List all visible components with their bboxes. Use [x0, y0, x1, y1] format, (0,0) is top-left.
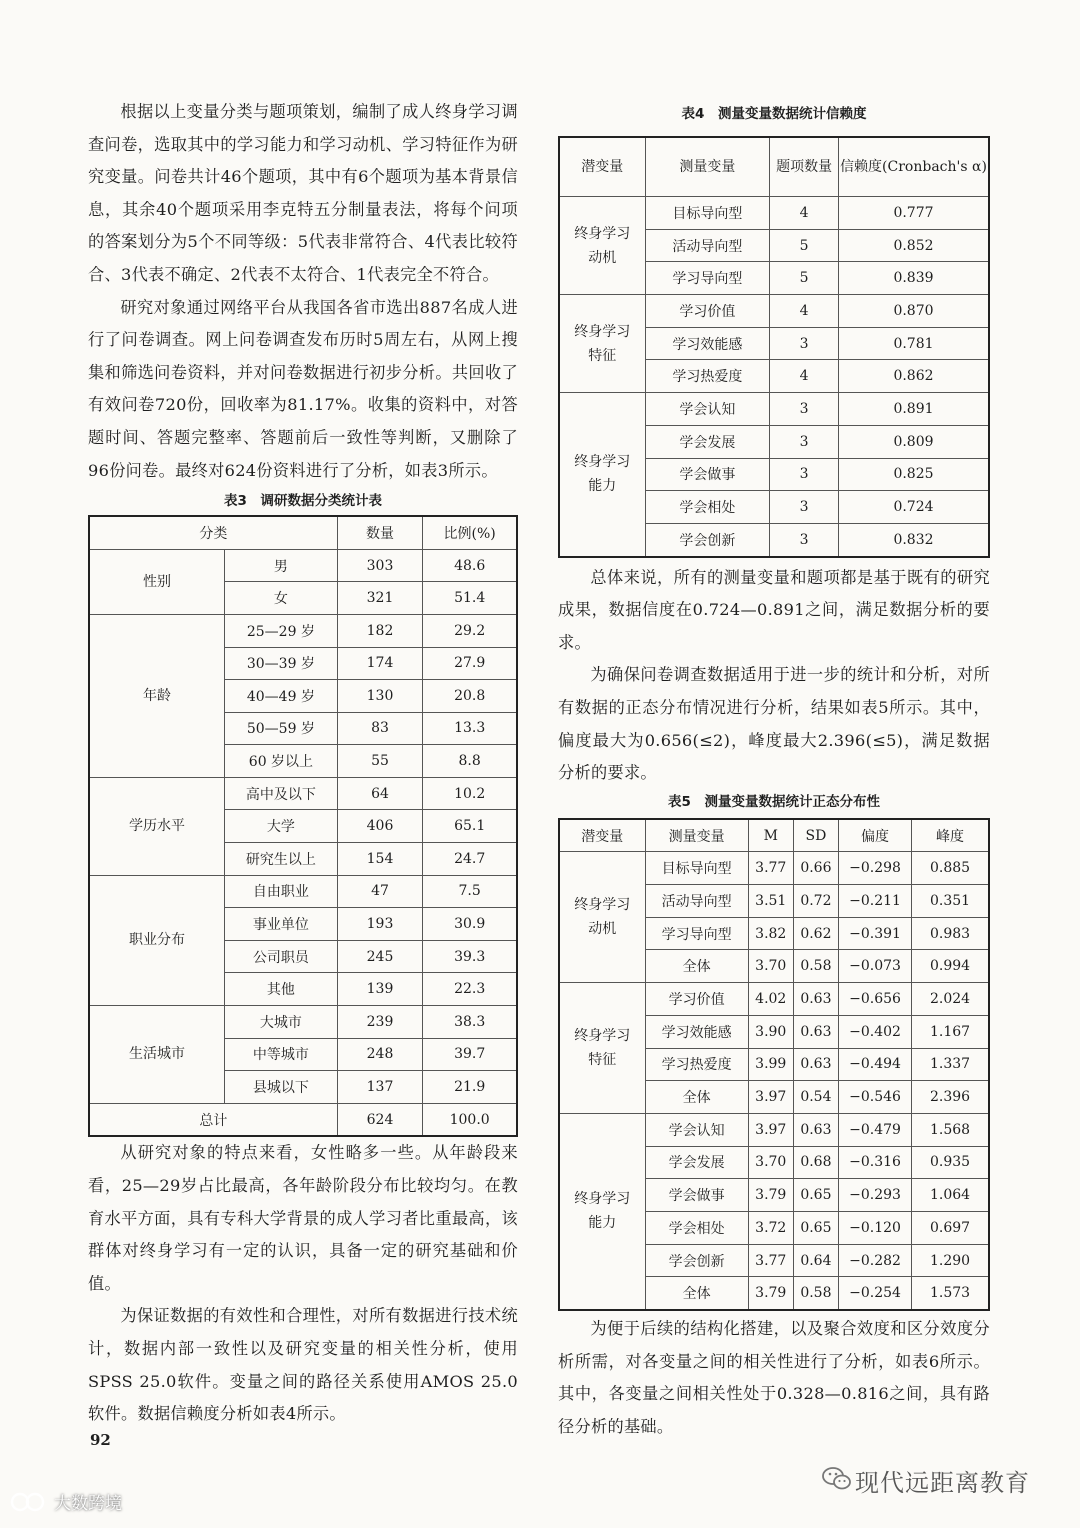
table-cell: 0.839: [838, 262, 989, 295]
table-cell: 其他: [225, 973, 338, 1006]
table-cell: 4: [770, 197, 839, 230]
table3: [88, 515, 518, 1137]
table-cell: 3.90: [748, 1015, 793, 1048]
table-cell: 303: [337, 549, 423, 582]
column-header: 信赖度(Cronbach's α): [838, 137, 989, 197]
table-cell: 0.983: [912, 917, 989, 950]
table-cell: 0.781: [838, 327, 989, 360]
table-cell: 0.809: [838, 425, 989, 458]
table-total-row: [89, 1103, 517, 1136]
table-cell: −0.120: [838, 1211, 911, 1244]
table-cell: 1.290: [912, 1244, 989, 1277]
brand-logo-icon: [10, 1490, 50, 1514]
column-header: 比例(%): [423, 516, 517, 549]
table-cell: 0.862: [838, 360, 989, 393]
table-cell: 40—49 岁: [225, 680, 338, 713]
table-cell: 182: [337, 614, 423, 647]
category-label: 学历水平: [89, 777, 225, 875]
table-cell: −0.282: [838, 1244, 911, 1277]
table5-title: 表5 测量变量数据统计正态分布性: [668, 793, 880, 810]
table-cell: 245: [337, 940, 423, 973]
corner-brand-text: 大数跨境: [54, 1494, 122, 1514]
table-cell: 3.70: [748, 1146, 793, 1179]
table-cell: −0.254: [838, 1277, 911, 1310]
table-cell: 0.65: [793, 1211, 838, 1244]
table-row: [559, 295, 989, 328]
table-cell: 0.724: [838, 491, 989, 524]
table-cell: 0.63: [793, 1113, 838, 1146]
table-cell: 3.79: [748, 1179, 793, 1212]
table-cell: 1.573: [912, 1277, 989, 1310]
table-cell: 5: [770, 262, 839, 295]
table-cell: 研究生以上: [225, 843, 338, 876]
table-cell: −0.298: [838, 852, 911, 885]
table-cell: 39.7: [423, 1038, 517, 1071]
table-cell: −0.391: [838, 917, 911, 950]
table-cell: 学会创新: [645, 523, 770, 556]
table-cell: 406: [337, 810, 423, 843]
table-cell: 大城市: [225, 1006, 338, 1039]
table-cell: 13.3: [423, 712, 517, 745]
table-cell: −0.211: [838, 885, 911, 918]
left-column: [88, 96, 518, 1431]
table-cell: −0.073: [838, 950, 911, 983]
right-column: [558, 104, 990, 1443]
table-cell: 22.3: [423, 973, 517, 1006]
table-cell: 学会发展: [645, 1146, 748, 1179]
table-cell: 30—39 岁: [225, 647, 338, 680]
table-cell: 3.70: [748, 950, 793, 983]
table-cell: −0.494: [838, 1048, 911, 1081]
table-cell: 0.885: [912, 852, 989, 885]
table-cell: 55: [337, 745, 423, 778]
table-cell: 学习价值: [645, 983, 748, 1016]
column-header: 测量变量: [645, 137, 770, 197]
table-cell: 女: [225, 582, 338, 615]
table-cell: 47: [337, 875, 423, 908]
table-cell: 全体: [645, 1277, 748, 1310]
table-cell: −0.402: [838, 1015, 911, 1048]
table-cell: 10.2: [423, 777, 517, 810]
category-label: 生活城市: [89, 1006, 225, 1104]
table-cell: 21.9: [423, 1071, 517, 1104]
table5-body: [559, 852, 989, 1310]
column-header: SD: [793, 819, 838, 852]
category-label: 性别: [89, 549, 225, 614]
table-cell: 5: [770, 229, 839, 262]
table-cell: 624: [337, 1103, 423, 1136]
table-cell: 学会创新: [645, 1244, 748, 1277]
table-cell: 4: [770, 360, 839, 393]
table-header-row: [89, 516, 517, 549]
table-cell: 3.51: [748, 885, 793, 918]
table-cell: 0.63: [793, 983, 838, 1016]
table-cell: 学会认知: [645, 1113, 748, 1146]
wechat-icon: [822, 1466, 852, 1492]
table-cell: 65.1: [423, 810, 517, 843]
table-cell: 0.72: [793, 885, 838, 918]
column-header: 偏度: [838, 819, 911, 852]
table-cell: 学习导向型: [645, 917, 748, 950]
table4-body: [559, 197, 989, 557]
table-cell: 学会做事: [645, 1179, 748, 1212]
table-cell: 60 岁以上: [225, 745, 338, 778]
column-header: 潜变量: [559, 137, 645, 197]
table-cell: 学习热爱度: [645, 1048, 748, 1081]
table-cell: 0.825: [838, 458, 989, 491]
table-cell: −0.293: [838, 1179, 911, 1212]
table-cell: 139: [337, 973, 423, 1006]
table-cell: 3.97: [748, 1081, 793, 1114]
table-cell: 全体: [645, 1081, 748, 1114]
table-cell: 3: [770, 425, 839, 458]
table-cell: 男: [225, 549, 338, 582]
table-cell: 3: [770, 327, 839, 360]
table-cell: 0.891: [838, 393, 989, 426]
table-cell: 0.64: [793, 1244, 838, 1277]
table-cell: 239: [337, 1006, 423, 1039]
table-cell: 83: [337, 712, 423, 745]
table-cell: −0.316: [838, 1146, 911, 1179]
table-cell: 50—59 岁: [225, 712, 338, 745]
table-cell: 51.4: [423, 582, 517, 615]
table-cell: 高中及以下: [225, 777, 338, 810]
table-cell: 事业单位: [225, 908, 338, 941]
paragraph: 从研究对象的特点来看，女性略多一些。从年龄段来看，25—29岁占比最高，各年龄阶段分布比较均匀。在教育水平方面，具有专科大学背景的成人学习者比重最高，该群体对终身学习有一定的认识，具备一定的研究基础和价值。: [88, 1143, 518, 1293]
table-cell: 2.024: [912, 983, 989, 1016]
table-row: [89, 549, 517, 582]
column-header: 数量: [337, 516, 423, 549]
table-cell: 0.777: [838, 197, 989, 230]
table-cell: 174: [337, 647, 423, 680]
column-header: M: [748, 819, 793, 852]
table-cell: 目标导向型: [645, 197, 770, 230]
table-cell: 48.6: [423, 549, 517, 582]
table-cell: 100.0: [423, 1103, 517, 1136]
table-cell: 3.77: [748, 1244, 793, 1277]
table-cell: 活动导向型: [645, 229, 770, 262]
table-cell: 0.832: [838, 523, 989, 556]
table-cell: 学习热爱度: [645, 360, 770, 393]
paragraph: 为便于后续的结构化搭建，以及聚合效度和区分效度分析所需，对各变量之间的相关性进行了分析，如表6所示。其中，各变量之间相关性处于0.328—0.816之间，具有路径分析的基础。: [558, 1319, 990, 1436]
table-cell: 3: [770, 393, 839, 426]
table-cell: 154: [337, 843, 423, 876]
table-row: [89, 614, 517, 647]
table-cell: 3.99: [748, 1048, 793, 1081]
table-cell: 中等城市: [225, 1038, 338, 1071]
table-cell: 39.3: [423, 940, 517, 973]
category-label: 年龄: [89, 614, 225, 777]
table-header-row: [559, 137, 989, 197]
column-header: 峰度: [912, 819, 989, 852]
table-cell: 3.79: [748, 1277, 793, 1310]
table-cell: −0.479: [838, 1113, 911, 1146]
table4: [558, 136, 990, 558]
table-cell: 3: [770, 458, 839, 491]
table-row: [559, 1113, 989, 1146]
column-header: 测量变量: [645, 819, 748, 852]
table-cell: 1.568: [912, 1113, 989, 1146]
table-row: [559, 983, 989, 1016]
table-cell: 0.63: [793, 1015, 838, 1048]
table-cell: 学习效能感: [645, 1015, 748, 1048]
table-cell: 学习效能感: [645, 327, 770, 360]
table-cell: 公司职员: [225, 940, 338, 973]
table-cell: 自由职业: [225, 875, 338, 908]
latent-variable-label: 终身学习特征: [559, 983, 645, 1114]
table-cell: 0.62: [793, 917, 838, 950]
table3-body: [89, 549, 517, 1136]
table-cell: 3.72: [748, 1211, 793, 1244]
table-cell: 24.7: [423, 843, 517, 876]
latent-variable-label: 终身学习动机: [559, 852, 645, 983]
table-cell: 20.8: [423, 680, 517, 713]
total-label: 总计: [89, 1103, 337, 1136]
paragraph: 总体来说，所有的测量变量和题项都是基于既有的研究成果，数据信度在0.724—0.891之间，满足数据分析的要求。: [558, 567, 990, 652]
table-cell: 活动导向型: [645, 885, 748, 918]
table-cell: 1.064: [912, 1179, 989, 1212]
table-cell: 0.697: [912, 1211, 989, 1244]
table-cell: 64: [337, 777, 423, 810]
table-cell: 25—29 岁: [225, 614, 338, 647]
table-cell: 学会做事: [645, 458, 770, 491]
table-cell: 目标导向型: [645, 852, 748, 885]
table-cell: 0.68: [793, 1146, 838, 1179]
latent-variable-label: 终身学习能力: [559, 393, 645, 557]
table-cell: 321: [337, 582, 423, 615]
table-cell: 0.65: [793, 1179, 838, 1212]
page-number: 92: [90, 1431, 111, 1449]
table-cell: −0.656: [838, 983, 911, 1016]
table-cell: 0.63: [793, 1048, 838, 1081]
table-cell: 学习价值: [645, 295, 770, 328]
table-cell: 27.9: [423, 647, 517, 680]
corner-brand: [10, 1489, 122, 1514]
table-row: [89, 1006, 517, 1039]
table-row: [89, 777, 517, 810]
table-cell: 0.870: [838, 295, 989, 328]
table-cell: 3: [770, 523, 839, 556]
table-cell: 1.167: [912, 1015, 989, 1048]
table-cell: 大学: [225, 810, 338, 843]
latent-variable-label: 终身学习动机: [559, 197, 645, 295]
table-cell: 1.337: [912, 1048, 989, 1081]
table-row: [559, 197, 989, 230]
table-cell: 0.994: [912, 950, 989, 983]
table-cell: 4.02: [748, 983, 793, 1016]
table-cell: 2.396: [912, 1081, 989, 1114]
latent-variable-label: 终身学习特征: [559, 295, 645, 393]
table-cell: 学会相处: [645, 491, 770, 524]
table-cell: 193: [337, 908, 423, 941]
table-cell: 0.58: [793, 1277, 838, 1310]
table-cell: 0.852: [838, 229, 989, 262]
table-cell: 248: [337, 1038, 423, 1071]
latent-variable-label: 终身学习能力: [559, 1113, 645, 1310]
table-cell: 4: [770, 295, 839, 328]
paragraph: 为保证数据的有效性和合理性，对所有数据进行技术统计，数据内部一致性以及研究变量的相关性分析，使用SPSS 25.0软件。变量之间的路径关系使用AMOS 25.0软件。数据信赖度分析如表4所示。: [88, 1306, 518, 1424]
table-cell: 0.351: [912, 885, 989, 918]
table-cell: 3.82: [748, 917, 793, 950]
table-row: [89, 875, 517, 908]
table-cell: 3: [770, 491, 839, 524]
watermark: 现代远距离教育: [855, 1469, 1030, 1497]
column-header: 分类: [89, 516, 337, 549]
table-cell: 30.9: [423, 908, 517, 941]
table-cell: 130: [337, 680, 423, 713]
table-cell: 0.58: [793, 950, 838, 983]
table-cell: 29.2: [423, 614, 517, 647]
table-cell: 3.97: [748, 1113, 793, 1146]
category-label: 职业分布: [89, 875, 225, 1005]
table5: [558, 818, 990, 1311]
table-cell: 0.54: [793, 1081, 838, 1114]
table-cell: −0.546: [838, 1081, 911, 1114]
table3-title: 表3 调研数据分类统计表: [224, 493, 382, 510]
column-header: 题项数量: [770, 137, 839, 197]
table-row: [559, 852, 989, 885]
table-cell: 0.935: [912, 1146, 989, 1179]
column-header: 潜变量: [559, 819, 645, 852]
table-cell: 学会相处: [645, 1211, 748, 1244]
table-cell: 学会认知: [645, 393, 770, 426]
table-cell: 38.3: [423, 1006, 517, 1039]
paragraph: 研究对象通过网络平台从我国各省市选出887名成人进行了问卷调查。网上问卷调查发布历时5周左右，从网上搜集和筛选问卷资料，并对问卷数据进行初步分析。共回收了有效问卷720份，回收率为81.17%。收集的资料中，对答题时间、答题完整率、答题前后一致性等判断，又删除了96份问卷。最终对624份资料进行了分析，如表3所示。: [88, 297, 518, 480]
table-cell: 学会发展: [645, 425, 770, 458]
table-cell: 7.5: [423, 875, 517, 908]
table4-title: 表4 测量变量数据统计信赖度: [681, 106, 867, 122]
table-row: [559, 393, 989, 426]
table-header-row: [559, 819, 989, 852]
table-cell: 137: [337, 1071, 423, 1104]
table-cell: 学习导向型: [645, 262, 770, 295]
table-cell: 3.77: [748, 852, 793, 885]
paragraph: 为确保问卷调查数据适用于进一步的统计和分析，对所有数据的正态分布情况进行分析，结果如表5所示。其中，偏度最大为0.656(≤2)，峰度最大2.396(≤5)，满足数据分析的要求。: [558, 665, 990, 783]
table-cell: 全体: [645, 950, 748, 983]
table-cell: 8.8: [423, 745, 517, 778]
paragraph: 根据以上变量分类与题项策划，编制了成人终身学习调查问卷，选取其中的学习能力和学习动机、学习特征作为研究变量。问卷共计46个题项，其中有6个题项为基本背景信息，其余40个题项采用李克特五分制量表法，将每个问项的答案划分为5个不同等级：5代表非常符合、4代表比较符合、3代表不确定、2代表不太符合、1代表完全不符合。: [88, 102, 518, 284]
table-cell: 0.66: [793, 852, 838, 885]
table-cell: 县城以下: [225, 1071, 338, 1104]
